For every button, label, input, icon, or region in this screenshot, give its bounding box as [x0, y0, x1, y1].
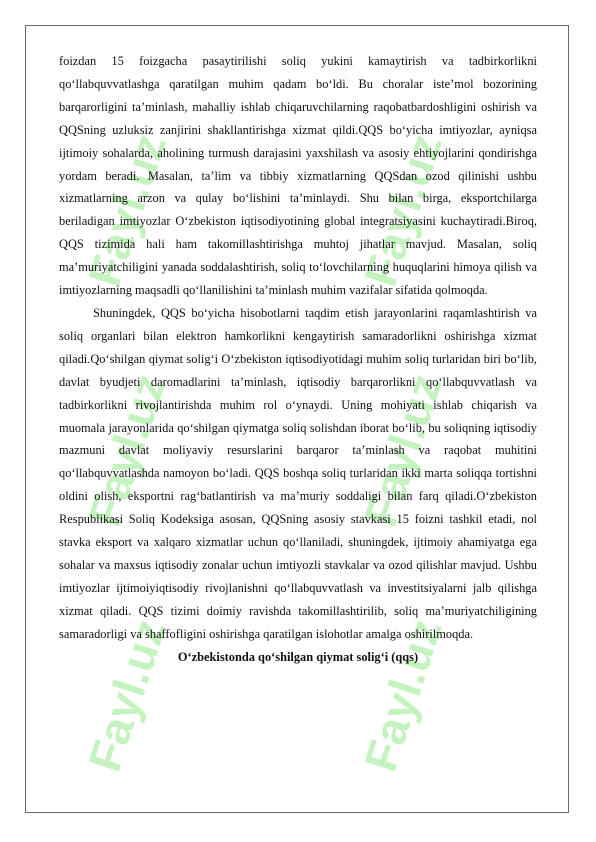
watermark-text: Fayl.uz: [353, 367, 452, 533]
watermark-text: Fayl.uz: [77, 367, 176, 533]
document-body: [59, 50, 537, 668]
watermark-text: Fayl.uz: [353, 127, 452, 293]
section-heading: O‘zbekistonda qo‘shilgan qiymat solig‘i (qqs): [177, 649, 419, 664]
paragraph-vat-digitalization: Shuningdek, QQS bo‘yicha hisobotlarni taqdim etish jarayonlarini raqamlashtirish va soliq organlari bilan elektron hamkorlikni kengaytirish samaradorlikni oshirishga xizmat qiladi.Qo‘shilgan qiymat solig‘i O‘zbekiston iqtisodiyotidagi muhim soliq turlaridan biri bo‘lib, davlat byudjeti daromadlarini ta’minlash, iqtisodiy barqarorlikni qo‘llabquvvatlash va tadbirkorlikni rivojlantirishda muhim rol o‘ynaydi. Uning mohiyati ishlab chiqarish va muomala jarayonlarida qo‘shilgan qiymatga soliq solishdan iborat bo‘lib, bu soliqning iqtisodiy mazmuni davlat moliyaviy resurslarini barqaror ta’minlash va raqobat muhitini qo‘llabquvvatlashda namoyon bo‘ladi. QQS boshqa soliq turlaridan ikki marta soliqqa tortishni oldini olish, eksportni rag‘batlantirish va ma’muriy soddaligi bilan farq qiladi.O‘zbekiston Respublikasi Soliq Kodeksiga asosan, QQSning asosiy stavkasi 15 foizni tashkil etadi, nol stavka eksport va xalqaro xizmatlar uchun qo‘llaniladi, shuningdek, ijtimoiy ahamiyatga ega sohalar va maxsus iqtisodiy zonalar uchun imtiyozli stavkalar va ozod qilishlar mavjud. Ushbu imtiyozlar ijtimoiyiqtisodiy rivojlanishni qo‘llabquvvatlash va investitsiyalarni jalb qilishga xizmat qiladi. QQS tizimi doimiy ravishda takomillashtirilib, soliq ma’muriyatchiligining samaradorligi va shaffofligini oshirishga qaratilgan islohotlar amalga oshirilmoqda.: [59, 305, 537, 641]
watermark-text: Fayl.uz: [353, 612, 452, 778]
watermark-text: Fayl.uz: [77, 612, 176, 778]
paragraph-vat-reduction: foizdan 15 foizgacha pasaytirilishi soliq yukini kamaytirish va tadbirkorlikni qo‘llabquvvatlashga qaratilgan muhim qadam bo‘ldi. Bu choralar iste’mol bozorining barqarorligini ta’minlash, mahalliy ishlab chiqaruvchilarning raqobatbardoshligini oshirish va QQSning uzluksiz zanjirini shakllantirishga xizmat qildi.QQS bo‘yicha imtiyozlar, ayniqsa ijtimoiy sohalarda, aholining turmush darajasini yaxshilash va asosiy ehtiyojlarini qondirishga yordam beradi. Masalan, ta’lim va tibbiy xizmatlarning QQSdan ozod qilinishi ushbu xizmatlarning arzon va qulay bo‘lishini ta’minlaydi. Shu bilan birga, eksportchilarga beriladigan imtiyozlar O‘zbekiston iqtisodiyotining global integratsiyasini kuchaytiradi.Biroq, QQS tizimida hali ham takomillashtirishga muhtoj jihatlar mavjud. Masalan, soliq ma’muriyatchiligini yanada soddalashtirish, soliq to‘lovchilarning huquqlarini himoya qilish va imtiyozlarning maqsadli qo‘llanilishini ta’minlash muhim vazifalar sifatida qolmoqda.: [59, 54, 537, 298]
watermark-text: Fayl.uz: [77, 127, 176, 293]
